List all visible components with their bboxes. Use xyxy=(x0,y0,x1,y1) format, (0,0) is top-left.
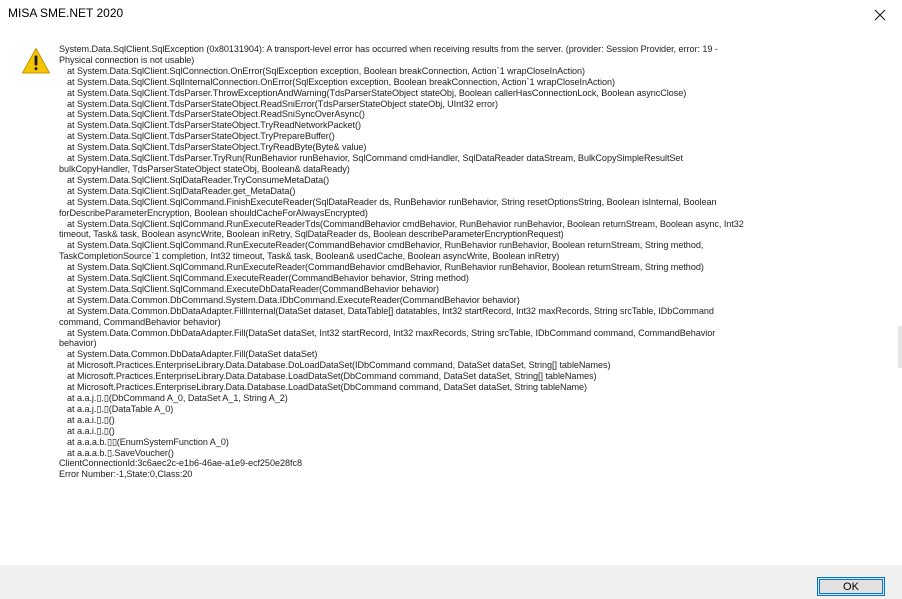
message-line: at Microsoft.Practices.EnterpriseLibrary.Data.Database.LoadDataSet(DbCommand command, DataSet dataSet, String[] tableNames) xyxy=(67,371,597,382)
message-line: at a.a.i.▯.▯() xyxy=(67,414,115,425)
message-line: at System.Data.SqlClient.SqlCommand.RunExecuteReader(CommandBehavior cmdBehavior, RunBehavior runBehavior, Boolean returnStream, String method) xyxy=(67,262,704,273)
message-line: forDescribeParameterEncryption, Boolean shouldCacheForAlwaysEncrypted) xyxy=(59,207,368,218)
scrollbar-thumb[interactable] xyxy=(898,326,902,368)
close-icon xyxy=(874,9,886,21)
message-line: at System.Data.SqlClient.SqlCommand.RunExecuteReader(CommandBehavior cmdBehavior, RunBehavior runBehavior, Boolean returnStream, String method, xyxy=(67,240,704,251)
message-line: timeout, Task& task, Boolean asyncWrite, Boolean inRetry, SqlDataReader ds, Boolean describeParameterEncryptionRequest) xyxy=(59,229,564,240)
message-line: at System.Data.SqlClient.TdsParserStateObject.TryReadByte(Byte& value) xyxy=(67,142,367,153)
message-line: at System.Data.SqlClient.TdsParserStateObject.ReadSniError(TdsParserStateObject stateObj, UInt32 error) xyxy=(67,98,499,109)
message-line: command, CommandBehavior behavior) xyxy=(59,316,221,327)
message-line: at a.a.a.b.▯.SaveVoucher() xyxy=(67,447,174,458)
message-line: at System.Data.Common.DbDataAdapter.Fill(DataSet dataSet) xyxy=(67,349,318,360)
message-line: bulkCopyHandler, TdsParserStateObject stateObj, Boolean& dataReady) xyxy=(59,163,350,174)
message-line: behavior) xyxy=(59,338,97,349)
message-line: Error Number:-1,State:0,Class:20 xyxy=(59,469,193,480)
message-line: at System.Data.SqlClient.TdsParser.TryRun(RunBehavior runBehavior, SqlCommand cmdHandler, SqlDataReader dataStream, BulkCopySimpleResultSet xyxy=(67,153,683,164)
title-bar xyxy=(0,0,902,30)
message-line: at System.Data.SqlClient.SqlCommand.FinishExecuteReader(SqlDataReader ds, RunBehavior runBehavior, String resetOptionsString, Boolean isInternal, Boolean xyxy=(67,196,717,207)
message-line: at System.Data.SqlClient.TdsParserStateObject.TryPrepareBuffer() xyxy=(67,131,335,142)
warning-icon xyxy=(21,47,51,75)
message-line: at Microsoft.Practices.EnterpriseLibrary.Data.Database.DoLoadDataSet(IDbCommand command, DataSet dataSet, String[] tableNames) xyxy=(67,360,611,371)
message-line: at System.Data.SqlClient.SqlDataReader.TryConsumeMetaData() xyxy=(67,174,330,185)
message-line: at System.Data.SqlClient.TdsParserStateObject.ReadSniSyncOverAsync() xyxy=(67,109,365,120)
message-line: at System.Data.Common.DbCommand.System.Data.IDbCommand.ExecuteReader(CommandBehavior behavior) xyxy=(67,294,520,305)
message-line: Physical connection is not usable) xyxy=(59,54,195,65)
message-line: at System.Data.Common.DbDataAdapter.FillInternal(DataSet dataset, DataTable[] datatables, Int32 startRecord, Int32 maxRecords, String srcTable, IDbCommand xyxy=(67,305,714,316)
message-line: at System.Data.SqlClient.SqlCommand.ExecuteDbDataReader(CommandBehavior behavior) xyxy=(67,283,440,294)
message-line: TaskCompletionSource`1 completion, Int32 timeout, Task& task, Boolean& usedCache, Boolean asyncWrite, Boolean inRetry) xyxy=(59,251,560,262)
message-line: at a.a.j.▯.▯(DataTable A_0) xyxy=(67,403,174,414)
message-line: ClientConnectionId:3c6aec2c-e1b6-46ae-a1e9-ecf250e28fc8 xyxy=(59,458,302,469)
message-line: at System.Data.Common.DbDataAdapter.Fill(DataSet dataSet, Int32 startRecord, Int32 maxRecords, String srcTable, IDbCommand command, CommandBehavior xyxy=(67,327,716,338)
message-line: at System.Data.SqlClient.SqlDataReader.get_MetaData() xyxy=(67,185,296,196)
message-line: at System.Data.SqlClient.TdsParser.ThrowExceptionAndWarning(TdsParserStateObject stateObj, Boolean callerHasConnectionLock, Boolean asyncClose) xyxy=(67,87,687,98)
message-line: at System.Data.SqlClient.TdsParserStateObject.TryReadNetworkPacket() xyxy=(67,120,361,131)
message-line: at System.Data.SqlClient.SqlCommand.ExecuteReader(CommandBehavior behavior, String method) xyxy=(67,273,469,284)
error-message xyxy=(59,44,889,480)
message-line: at Microsoft.Practices.EnterpriseLibrary.Data.Database.LoadDataSet(DbCommand command, DataSet dataSet, String tableName) xyxy=(67,382,587,393)
message-line: at System.Data.SqlClient.SqlCommand.RunExecuteReaderTds(CommandBehavior cmdBehavior, RunBehavior runBehavior, Boolean returnStream, Boolean async, Int32 xyxy=(67,218,744,229)
ok-button[interactable]: OK xyxy=(817,577,885,596)
message-line: System.Data.SqlClient.SqlException (0x80131904): A transport-level error has occurred when receiving results from the server. (provider: Session Provider, error: 19 - xyxy=(59,44,718,54)
window-title: MISA SME.NET 2020 xyxy=(8,6,124,20)
message-line: at a.a.i.▯.▯() xyxy=(67,425,115,436)
message-line: at a.a.j.▯.▯(DbCommand A_0, DataSet A_1, String A_2) xyxy=(67,393,288,403)
message-line: at a.a.a.b.▯▯(EnumSystemFunction A_0) xyxy=(67,436,229,447)
message-line: at System.Data.SqlClient.SqlConnection.OnError(SqlException exception, Boolean breakConnection, Action`1 wrapCloseInAction) xyxy=(67,65,586,76)
dialog-footer xyxy=(0,565,902,599)
close-button[interactable] xyxy=(858,0,902,30)
message-line: at System.Data.SqlClient.SqlInternalConnection.OnError(SqlException exception, Boolean breakConnection, Action`1 wrapCloseInAction) xyxy=(67,76,615,87)
